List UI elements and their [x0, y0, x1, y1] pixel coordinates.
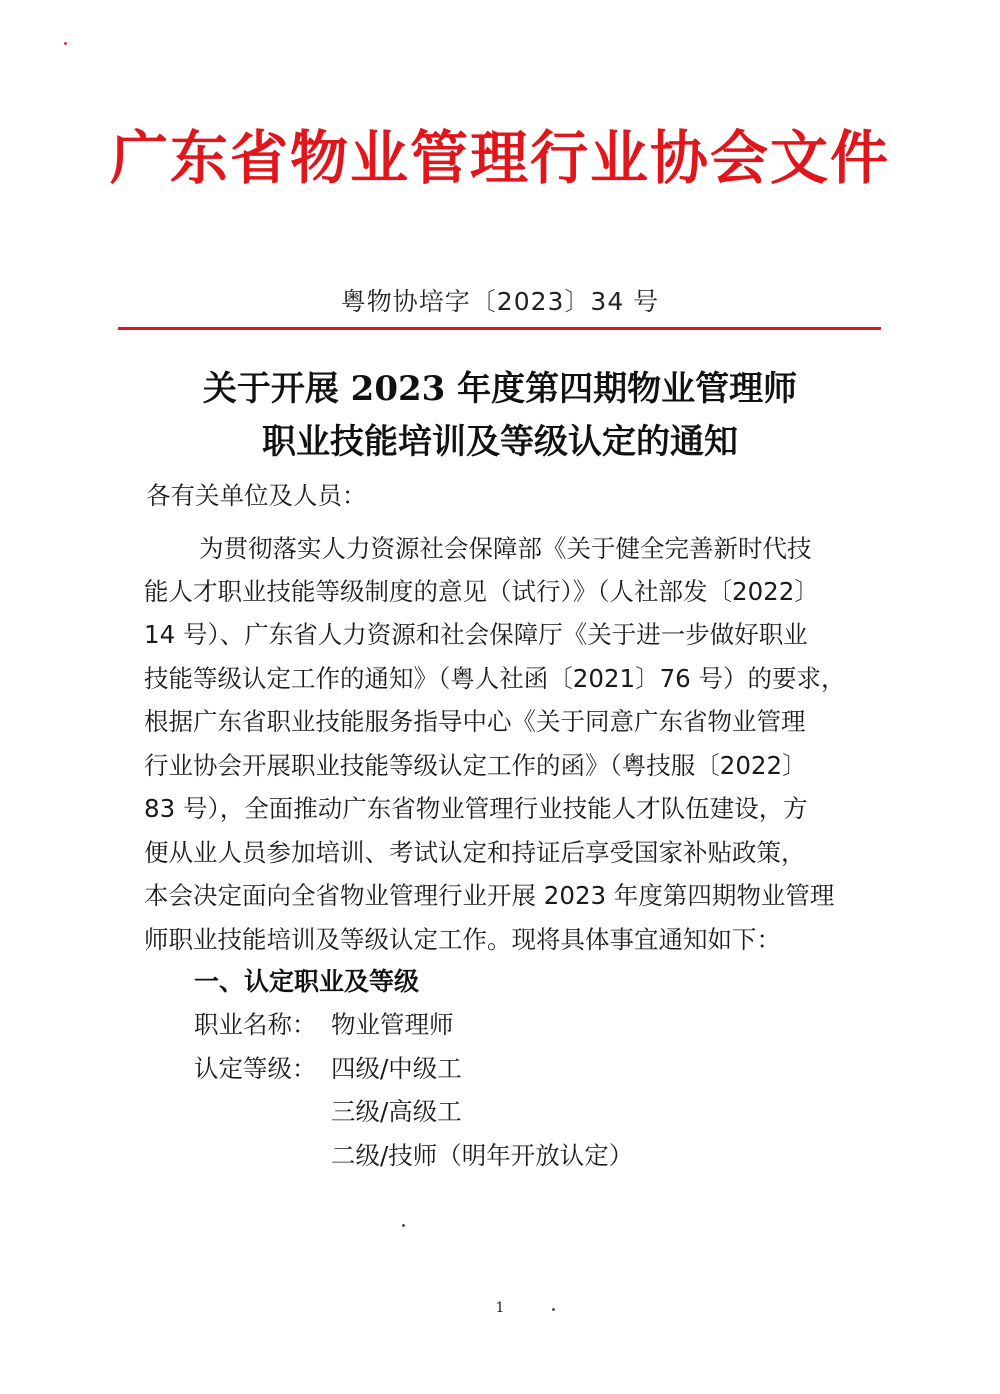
- paragraph-line: 技能等级认定工作的通知》（粤人社函〔2021〕76 号）的要求，: [144, 664, 846, 693]
- occupation-value: 物业管理师: [331, 1010, 454, 1039]
- org-header-title: 广东省物业管理行业协会文件: [109, 124, 890, 192]
- paragraph-line: 师职业技能培训及等级认定工作。现将具体事宜通知如下：: [144, 925, 781, 954]
- section-heading: 一、认定职业及等级: [194, 967, 420, 996]
- level-item: 二级/技师（明年开放认定）: [331, 1141, 634, 1170]
- paragraph-line: 行业协会开展职业技能等级认定工作的函》（粤技服〔2022〕: [144, 751, 807, 780]
- paragraph-line: 14 号）、广东省人力资源和社会保障厅《关于进一步做好职业: [144, 620, 808, 649]
- salutation: 各有关单位及人员：: [146, 481, 367, 510]
- notice-title-line-2: 职业技能培训及等级认定的通知: [262, 422, 738, 462]
- paragraph-line: 本会决定面向全省物业管理行业开展 2023 年度第四期物业管理: [144, 881, 835, 910]
- notice-title-line-1: 关于开展 2023 年度第四期物业管理师: [202, 369, 798, 409]
- paragraph-line: 能人才职业技能等级制度的意见（试行）》（人社部发〔2022〕: [144, 577, 819, 606]
- scan-speck: [402, 1224, 405, 1227]
- paragraph-line: 便从业人员参加培训、考试认定和持证后享受国家补贴政策，: [144, 838, 806, 867]
- page-number: 1: [495, 1300, 505, 1316]
- paragraph-line: 83 号），全面推动广东省物业管理行业技能人才队伍建设，方: [144, 794, 808, 823]
- paragraph-line: 为贯彻落实人力资源社会保障部《关于健全完善新时代技: [199, 534, 812, 563]
- level-item: 四级/中级工: [331, 1054, 462, 1083]
- occupation-label: 职业名称：: [194, 1010, 317, 1039]
- level-label: 认定等级：: [194, 1054, 317, 1083]
- red-divider-rule: [118, 327, 881, 330]
- scan-speck: [64, 42, 67, 45]
- paragraph-line: 根据广东省职业技能服务指导中心《关于同意广东省物业管理: [144, 707, 806, 736]
- level-item: 三级/高级工: [331, 1097, 462, 1126]
- document-number: 粤物协培字〔2023〕34 号: [340, 287, 660, 316]
